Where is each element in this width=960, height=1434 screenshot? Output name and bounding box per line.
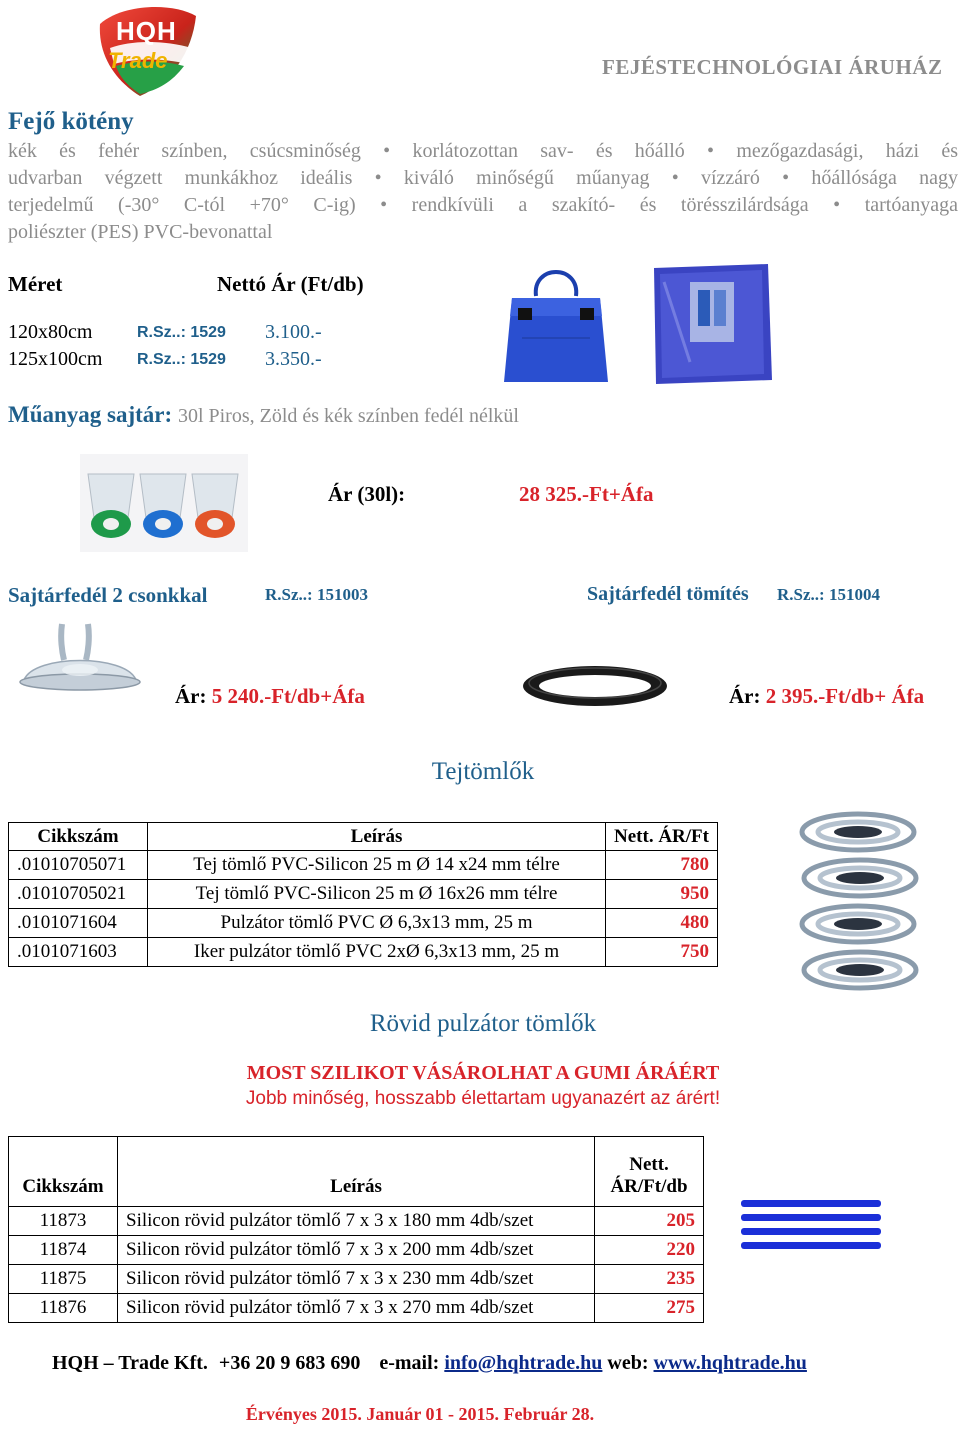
apron-desc-line-3: terjedelmű (-30° C-tól +70° C-ig) • rendkívüli a szakító- és törésszilárdsága • tartóanyaga (8, 194, 958, 216)
apron-desc-line-4: poliészter (PES) PVC-bevonattal (8, 221, 273, 243)
apron-desc-line-1: kék és fehér színben, csúcsminőség • korlátozottan sav- és hőálló • mezőgazdasági, házi és (8, 140, 958, 162)
cell-price: 235 (595, 1265, 704, 1294)
apron-desc-line-2: udvarban végzett munkákhoz ideális • kiváló minőségű műanyag • vízzáró • hőállósága nagy (8, 167, 958, 189)
footer-company: HQH – Trade Kft. (52, 1352, 208, 1374)
gasket-graphic (520, 662, 670, 710)
col-header-price: Nett. ÁR/Ft (606, 823, 718, 851)
col-header-price (595, 1137, 704, 1207)
short-pulsator-title: Rövid pulzátor tömlők (369, 1010, 597, 1037)
apron-package-image (650, 262, 774, 386)
gasket-rsz: R.Sz..: 151004 (777, 585, 880, 604)
gasket-price-label: Ár: (729, 684, 761, 708)
pail-graphic (80, 454, 248, 552)
cell-code: .01010705021 (9, 880, 148, 909)
table-row (9, 851, 718, 880)
pail-price-value (519, 482, 653, 507)
pail-green (88, 474, 134, 538)
col-header-code: Cikkszám (9, 1137, 118, 1207)
apron-size-header: Méret (8, 272, 63, 296)
promo-text: MOST SZILIKOT VÁSÁROLHAT A GUMI ÁRÁÉRT (246, 1062, 720, 1084)
subpromo-text: Jobb minőség, hosszabb élettartam ugyanazért az árért! (245, 1088, 721, 1109)
cell-price: 220 (595, 1236, 704, 1265)
cell-code: .0101071603 (9, 938, 148, 967)
milk-hoses-title: Tejtömlők (431, 758, 535, 785)
lid-title: Sajtárfedél 2 csonkkal (8, 583, 208, 607)
short-pulsator-header-row (9, 1137, 704, 1207)
cell-price: 780 (606, 851, 718, 880)
milk-hoses-header-row (9, 823, 718, 851)
cell-desc: Tej tömlő PVC-Silicon 25 m Ø 16x26 mm télre (148, 880, 606, 909)
logo-text-hqh: HQH (116, 16, 177, 46)
lid-graphic (14, 618, 146, 698)
hose-coils-image (796, 806, 926, 1006)
footer-email-link[interactable]: info@hqhtrade.hu (444, 1352, 603, 1374)
pail-blue (140, 474, 186, 538)
cell-price: 275 (595, 1294, 704, 1323)
cell-desc: Pulzátor tömlő PVC Ø 6,3x13 mm, 25 m (148, 909, 606, 938)
table-row (9, 909, 718, 938)
lid-image (14, 618, 146, 698)
apron-size-1: 120x80cm (8, 321, 93, 343)
store-title: FEJÉSTECHNOLÓGIAI ÁRUHÁZ (602, 55, 943, 79)
cell-desc: Iker pulzátor tömlő PVC 2xØ 6,3x13 mm, 25 m (148, 938, 606, 967)
cell-code: .01010705071 (9, 851, 148, 880)
gasket-title: Sajtárfedél tömítés (587, 583, 749, 605)
col-header-desc: Leírás (118, 1137, 595, 1207)
table-row (9, 1294, 704, 1323)
table-row (9, 1265, 704, 1294)
footer-web-label: web: (607, 1352, 649, 1374)
pail-price-text: 28 325.-Ft+Áfa (519, 482, 654, 506)
apron-graphic (492, 258, 620, 386)
table-row (9, 1207, 704, 1236)
apron-image (492, 258, 620, 386)
apron-size-2: 125x100cm (8, 348, 103, 370)
col-header-price-line1: Nett. (629, 1154, 669, 1175)
pail-description: 30l Piros, Zöld és kék színben fedél nélkül (177, 405, 519, 427)
footer-email-label: e-mail: (379, 1352, 440, 1374)
apron-package-graphic (650, 262, 774, 386)
cell-code: 11873 (9, 1207, 118, 1236)
apron-price-2: 3.350.- (265, 348, 322, 370)
apron-rsz-1: R.Sz..: 1529 (137, 324, 226, 341)
gasket-price-value: 2 395.-Ft/db+ Áfa (765, 684, 925, 708)
footer-web-link[interactable]: www.hqhtrade.hu (653, 1352, 807, 1374)
cell-code: 11874 (9, 1236, 118, 1265)
table-row (9, 1236, 704, 1265)
col-header-desc: Leírás (148, 823, 606, 851)
cell-desc: Tej tömlő PVC-Silicon 25 m Ø 14 x24 mm télre (148, 851, 606, 880)
apron-rsz-2: R.Sz..: 1529 (137, 351, 226, 368)
apron-price-header: Nettó Ár (Ft/db) (217, 272, 364, 296)
cell-desc: Silicon rövid pulzátor tömlő 7 x 3 x 200 mm 4db/szet (118, 1236, 595, 1265)
cell-price: 205 (595, 1207, 704, 1236)
lid-price (175, 684, 365, 709)
footer-contact (52, 1352, 807, 1375)
apron-price-1: 3.100.- (265, 321, 322, 343)
cell-desc: Silicon rövid pulzátor tömlő 7 x 3 x 230 mm 4db/szet (118, 1265, 595, 1294)
short-pulsator-table (8, 1136, 704, 1323)
lid-price-label: Ár: (175, 684, 207, 708)
table-row (9, 938, 718, 967)
pail-image (80, 454, 248, 552)
pail-price-label: Ár (30l): (328, 482, 406, 506)
lid-price-value: 5 240.-Ft/db+Áfa (211, 684, 365, 708)
footer-validity: Érvényes 2015. Január 01 - 2015. Február 28. (245, 1404, 595, 1424)
hose-coils-graphic (796, 806, 926, 1006)
table-row (9, 880, 718, 909)
cell-desc: Silicon rövid pulzátor tömlő 7 x 3 x 270 mm 4db/szet (118, 1294, 595, 1323)
cell-price: 950 (606, 880, 718, 909)
cell-price: 480 (606, 909, 718, 938)
footer-phone: +36 20 9 683 690 (218, 1352, 361, 1374)
cell-price: 750 (606, 938, 718, 967)
logo-text-trade: Trade (108, 48, 168, 73)
lid-rsz: R.Sz..: 151003 (265, 585, 368, 604)
apron-title: Fejő kötény (8, 108, 134, 135)
col-header-code: Cikkszám (9, 823, 148, 851)
cell-code: .0101071604 (9, 909, 148, 938)
gasket-image (520, 662, 670, 710)
cell-code: 11875 (9, 1265, 118, 1294)
pail-heading (8, 402, 519, 428)
pail-red (192, 474, 238, 538)
gasket-price (729, 684, 924, 709)
cell-desc: Silicon rövid pulzátor tömlő 7 x 3 x 180 mm 4db/szet (118, 1207, 595, 1236)
cell-code: 11876 (9, 1294, 118, 1323)
col-header-price-line2: ÁR/Ft/db (610, 1176, 688, 1197)
milk-hoses-table (8, 822, 718, 967)
apron-description (8, 138, 958, 246)
pail-title: Műanyag sajtár: (8, 402, 173, 427)
pulsator-tubes-graphic (737, 1192, 885, 1260)
pulsator-tubes-image (737, 1192, 885, 1260)
